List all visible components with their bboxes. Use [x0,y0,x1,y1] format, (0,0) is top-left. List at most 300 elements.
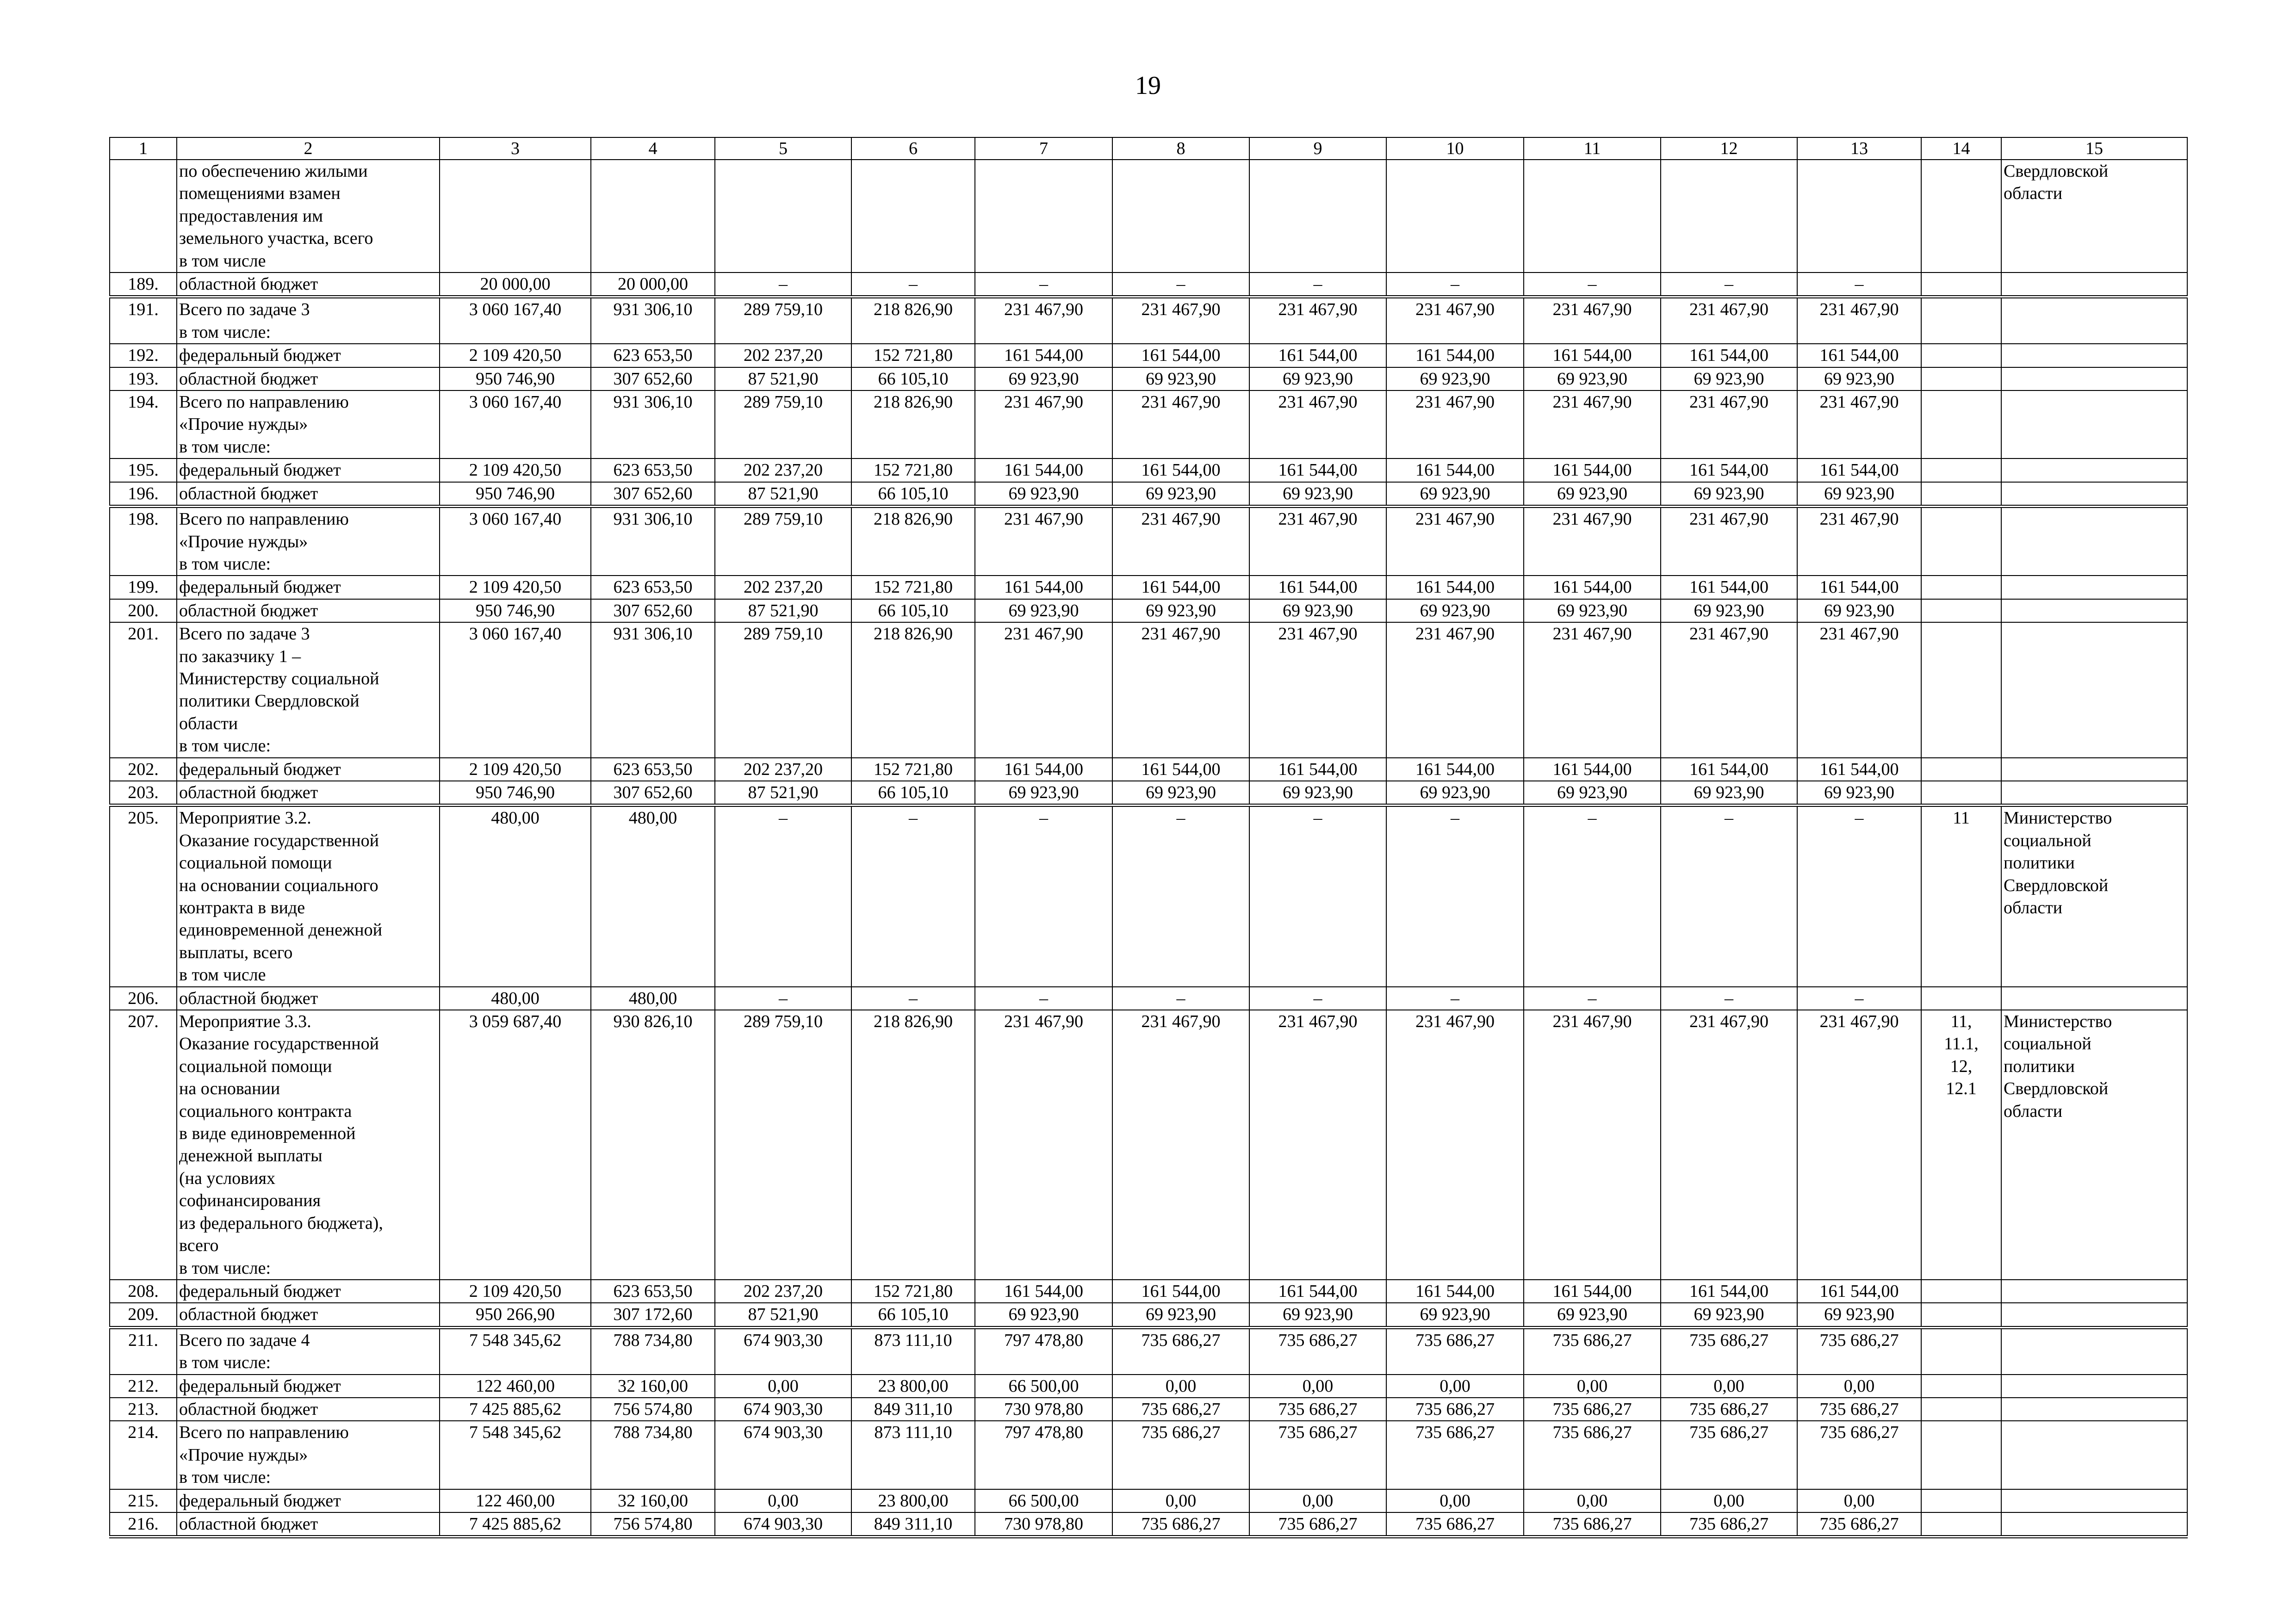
amount-cell: 231 467,90 [1524,390,1661,458]
row-number [110,160,177,273]
amount-cell: 231 467,90 [1249,622,1386,757]
amount-cell: 69 923,90 [1249,781,1386,805]
row-name: Всего по направлению «Прочие нужды» в том числе: [177,1421,440,1489]
amount-cell: 161 544,00 [1112,1280,1249,1303]
row-name: областной бюджет [177,1398,440,1421]
amount-cell: 307 652,60 [591,482,715,507]
amount-cell: 0,00 [1797,1375,1921,1398]
responsible-executor [2001,507,2187,576]
amount-cell: 289 759,10 [715,1010,851,1280]
target-indicator [1921,1327,2001,1374]
amount-cell: 69 923,90 [1797,599,1921,622]
amount-cell: 218 826,90 [851,1010,975,1280]
row-number: 211. [110,1327,177,1374]
amount-cell: 289 759,10 [715,297,851,344]
amount-cell: 218 826,90 [851,297,975,344]
amount-cell: 231 467,90 [975,622,1112,757]
amount-cell: 231 467,90 [1661,390,1797,458]
responsible-executor [2001,1375,2187,1398]
amount-cell: 7 425 885,62 [440,1398,591,1421]
amount-cell: – [851,273,975,297]
amount-cell: 161 544,00 [975,344,1112,367]
amount-cell: – [1524,273,1661,297]
amount-cell: 69 923,90 [1797,1303,1921,1327]
amount-cell [1112,160,1249,273]
amount-cell: 735 686,27 [1386,1421,1524,1489]
row-name: федеральный бюджет [177,458,440,482]
amount-cell: 231 467,90 [1524,622,1661,757]
table-row [110,1375,2187,1398]
column-header-6: 6 [851,137,975,160]
amount-cell: 161 544,00 [1249,458,1386,482]
responsible-executor [2001,367,2187,390]
row-number: 194. [110,390,177,458]
amount-cell: 87 521,90 [715,482,851,507]
amount-cell: 307 172,60 [591,1303,715,1327]
amount-cell: 7 548 345,62 [440,1421,591,1489]
amount-cell: 289 759,10 [715,507,851,576]
table-row [110,458,2187,482]
amount-cell: 231 467,90 [1797,622,1921,757]
amount-cell: 66 105,10 [851,1303,975,1327]
target-indicator [1921,1280,2001,1303]
amount-cell: 66 105,10 [851,367,975,390]
amount-cell: 735 686,27 [1661,1327,1797,1374]
amount-cell: 161 544,00 [1661,344,1797,367]
row-name: Всего по задаче 4 в том числе: [177,1327,440,1374]
amount-cell: 735 686,27 [1112,1512,1249,1537]
amount-cell: 161 544,00 [1249,758,1386,781]
amount-cell: – [715,987,851,1010]
amount-cell: 480,00 [591,987,715,1010]
amount-cell: 3 060 167,40 [440,297,591,344]
amount-cell: 735 686,27 [1797,1512,1921,1537]
amount-cell: 0,00 [1661,1489,1797,1512]
amount-cell: 161 544,00 [975,576,1112,599]
table-row [110,599,2187,622]
amount-cell: 69 923,90 [1386,367,1524,390]
amount-cell: 231 467,90 [1661,297,1797,344]
amount-cell: 674 903,30 [715,1421,851,1489]
amount-cell: 161 544,00 [1797,458,1921,482]
amount-cell: 161 544,00 [1112,758,1249,781]
amount-cell: – [1797,987,1921,1010]
target-indicator [1921,1375,2001,1398]
column-header-2: 2 [177,137,440,160]
amount-cell: 735 686,27 [1661,1421,1797,1489]
column-header-5: 5 [715,137,851,160]
amount-cell: – [851,805,975,987]
amount-cell: 152 721,80 [851,1280,975,1303]
amount-cell: 161 544,00 [975,758,1112,781]
table-row [110,344,2187,367]
amount-cell: 950 746,90 [440,482,591,507]
amount-cell: 161 544,00 [1249,344,1386,367]
amount-cell: 231 467,90 [1524,507,1661,576]
responsible-executor [2001,273,2187,297]
row-number: 198. [110,507,177,576]
amount-cell: 307 652,60 [591,599,715,622]
amount-cell: 735 686,27 [1524,1512,1661,1537]
target-indicator [1921,1421,2001,1489]
amount-cell: 152 721,80 [851,758,975,781]
amount-cell: 735 686,27 [1249,1512,1386,1537]
amount-cell: 231 467,90 [1249,507,1386,576]
amount-cell: 231 467,90 [1661,1010,1797,1280]
amount-cell: 69 923,90 [1661,599,1797,622]
amount-cell: – [1249,987,1386,1010]
row-name: Мероприятие 3.3. Оказание государственной социальной помощи на основании социального контракта в виде единовременной денежной выплаты (на условиях софинансирования из федерального бюджета), всего в том числе: [177,1010,440,1280]
amount-cell: 69 923,90 [1524,599,1661,622]
amount-cell: 0,00 [1386,1375,1524,1398]
amount-cell: – [1797,273,1921,297]
table-row [110,482,2187,507]
table-row [110,507,2187,576]
row-name: по обеспечению жилыми помещениями взамен предоставления им земельного участка, всего в том числе [177,160,440,273]
amount-cell: 20 000,00 [591,273,715,297]
responsible-executor: Свердловской области [2001,160,2187,273]
amount-cell: – [1112,805,1249,987]
responsible-executor [2001,1421,2187,1489]
amount-cell: 735 686,27 [1524,1327,1661,1374]
amount-cell: 931 306,10 [591,390,715,458]
row-name: федеральный бюджет [177,1489,440,1512]
amount-cell: 69 923,90 [1661,1303,1797,1327]
amount-cell: 161 544,00 [1386,344,1524,367]
amount-cell: – [1249,273,1386,297]
amount-cell: 161 544,00 [1249,1280,1386,1303]
amount-cell: 0,00 [1661,1375,1797,1398]
row-name: Всего по направлению «Прочие нужды» в том числе: [177,390,440,458]
row-name: областной бюджет [177,1512,440,1537]
amount-cell: 161 544,00 [1112,344,1249,367]
amount-cell: 735 686,27 [1386,1327,1524,1374]
amount-cell: 231 467,90 [1112,622,1249,757]
amount-cell: 69 923,90 [1249,482,1386,507]
amount-cell: 0,00 [1797,1489,1921,1512]
amount-cell: 674 903,30 [715,1327,851,1374]
amount-cell: 3 060 167,40 [440,390,591,458]
amount-cell: 161 544,00 [1386,758,1524,781]
amount-cell: 231 467,90 [975,390,1112,458]
amount-cell: 161 544,00 [1386,458,1524,482]
table-row [110,297,2187,344]
amount-cell: 87 521,90 [715,599,851,622]
amount-cell: 480,00 [591,805,715,987]
column-header-4: 4 [591,137,715,160]
amount-cell: 231 467,90 [1797,1010,1921,1280]
amount-cell: 152 721,80 [851,344,975,367]
amount-cell: 674 903,30 [715,1398,851,1421]
amount-cell: 289 759,10 [715,390,851,458]
target-indicator: 11 [1921,805,2001,987]
amount-cell: 69 923,90 [1112,599,1249,622]
row-name: областной бюджет [177,781,440,805]
amount-cell: 0,00 [1524,1489,1661,1512]
amount-cell: 231 467,90 [1386,390,1524,458]
target-indicator [1921,781,2001,805]
budget-table [109,137,2188,1538]
amount-cell: 0,00 [1249,1489,1386,1512]
table-row [110,1512,2187,1537]
amount-cell: 735 686,27 [1797,1421,1921,1489]
row-number: 203. [110,781,177,805]
amount-cell: 161 544,00 [975,1280,1112,1303]
amount-cell: 20 000,00 [440,273,591,297]
amount-cell: 122 460,00 [440,1375,591,1398]
amount-cell: 231 467,90 [975,507,1112,576]
column-header-10: 10 [1386,137,1524,160]
responsible-executor [2001,1512,2187,1537]
row-number: 216. [110,1512,177,1537]
amount-cell: 756 574,80 [591,1398,715,1421]
amount-cell: 218 826,90 [851,622,975,757]
amount-cell: 307 652,60 [591,367,715,390]
table-row [110,1421,2187,1489]
amount-cell: 231 467,90 [1112,1010,1249,1280]
row-number: 213. [110,1398,177,1421]
row-number: 202. [110,758,177,781]
row-name: федеральный бюджет [177,1280,440,1303]
amount-cell: 797 478,80 [975,1327,1112,1374]
row-number: 195. [110,458,177,482]
amount-cell: 849 311,10 [851,1512,975,1537]
amount-cell: 66 500,00 [975,1375,1112,1398]
amount-cell: 66 105,10 [851,599,975,622]
table-row [110,1327,2187,1374]
amount-cell: 849 311,10 [851,1398,975,1421]
target-indicator [1921,599,2001,622]
amount-cell: 231 467,90 [1797,297,1921,344]
target-indicator [1921,367,2001,390]
row-name: федеральный бюджет [177,1375,440,1398]
amount-cell: 161 544,00 [1797,576,1921,599]
amount-cell: 735 686,27 [1112,1327,1249,1374]
amount-cell: 161 544,00 [1661,1280,1797,1303]
amount-cell: 66 105,10 [851,482,975,507]
target-indicator [1921,576,2001,599]
table-row [110,273,2187,297]
amount-cell: 735 686,27 [1524,1421,1661,1489]
amount-cell: 161 544,00 [1524,758,1661,781]
table-row [110,805,2187,987]
amount-cell: – [975,987,1112,1010]
responsible-executor [2001,1280,2187,1303]
amount-cell: 161 544,00 [975,458,1112,482]
target-indicator [1921,1512,2001,1537]
responsible-executor [2001,781,2187,805]
row-number: 209. [110,1303,177,1327]
amount-cell: 480,00 [440,805,591,987]
amount-cell: 161 544,00 [1112,458,1249,482]
row-name: Всего по задаче 3 в том числе: [177,297,440,344]
row-name: Мероприятие 3.2. Оказание государственной социальной помощи на основании социального контракта в виде единовременной денежной выплаты, всего в том числе [177,805,440,987]
amount-cell: 202 237,20 [715,758,851,781]
amount-cell: 69 923,90 [1661,781,1797,805]
amount-cell: 32 160,00 [591,1375,715,1398]
amount-cell: 3 060 167,40 [440,507,591,576]
responsible-executor [2001,576,2187,599]
row-number: 199. [110,576,177,599]
amount-cell [1661,160,1797,273]
responsible-executor [2001,1398,2187,1421]
amount-cell: 69 923,90 [1249,599,1386,622]
amount-cell: 152 721,80 [851,576,975,599]
responsible-executor [2001,458,2187,482]
amount-cell: 735 686,27 [1112,1398,1249,1421]
amount-cell: 69 923,90 [1661,367,1797,390]
row-name: областной бюджет [177,367,440,390]
table-row [110,781,2187,805]
responsible-executor [2001,599,2187,622]
responsible-executor [2001,1327,2187,1374]
amount-cell: – [1112,273,1249,297]
table-body [110,137,2187,1537]
row-number: 205. [110,805,177,987]
amount-cell: – [851,987,975,1010]
target-indicator [1921,987,2001,1010]
amount-cell: 2 109 420,50 [440,458,591,482]
amount-cell: 735 686,27 [1249,1398,1386,1421]
amount-cell: – [1661,987,1797,1010]
column-header-14: 14 [1921,137,2001,160]
amount-cell: 161 544,00 [1797,1280,1921,1303]
amount-cell: 69 923,90 [1386,1303,1524,1327]
amount-cell: – [1249,805,1386,987]
amount-cell: 623 653,50 [591,758,715,781]
target-indicator [1921,390,2001,458]
amount-cell: 87 521,90 [715,781,851,805]
amount-cell: 231 467,90 [1524,297,1661,344]
amount-cell: 231 467,90 [1797,390,1921,458]
responsible-executor [2001,622,2187,757]
amount-cell: 69 923,90 [1112,482,1249,507]
amount-cell: 623 653,50 [591,458,715,482]
amount-cell [1797,160,1921,273]
target-indicator [1921,1489,2001,1512]
amount-cell: 480,00 [440,987,591,1010]
amount-cell [1249,160,1386,273]
target-indicator [1921,344,2001,367]
column-header-3: 3 [440,137,591,160]
row-number: 191. [110,297,177,344]
amount-cell: 69 923,90 [975,781,1112,805]
amount-cell: 674 903,30 [715,1512,851,1537]
amount-cell: 735 686,27 [1112,1421,1249,1489]
amount-cell: 152 721,80 [851,458,975,482]
row-number: 193. [110,367,177,390]
responsible-executor [2001,1489,2187,1512]
target-indicator [1921,1303,2001,1327]
amount-cell: 931 306,10 [591,297,715,344]
amount-cell: 623 653,50 [591,1280,715,1303]
responsible-executor [2001,1303,2187,1327]
amount-cell: 66 500,00 [975,1489,1112,1512]
column-header-8: 8 [1112,137,1249,160]
amount-cell: 873 111,10 [851,1327,975,1374]
amount-cell: 161 544,00 [1112,576,1249,599]
amount-cell: 730 978,80 [975,1512,1112,1537]
amount-cell: 873 111,10 [851,1421,975,1489]
table-row [110,367,2187,390]
amount-cell: 69 923,90 [1524,482,1661,507]
row-number: 215. [110,1489,177,1512]
row-name: областной бюджет [177,1303,440,1327]
amount-cell: 161 544,00 [1524,458,1661,482]
amount-cell: 218 826,90 [851,507,975,576]
amount-cell: 69 923,90 [1797,482,1921,507]
amount-cell: 3 060 167,40 [440,622,591,757]
amount-cell: 0,00 [1386,1489,1524,1512]
amount-cell: – [1797,805,1921,987]
amount-cell: 788 734,80 [591,1421,715,1489]
amount-cell: 2 109 420,50 [440,576,591,599]
column-header-7: 7 [975,137,1112,160]
amount-cell: – [1386,987,1524,1010]
column-header-13: 13 [1797,137,1921,160]
amount-cell: 69 923,90 [1112,781,1249,805]
amount-cell: 735 686,27 [1524,1398,1661,1421]
column-header-11: 11 [1524,137,1661,160]
amount-cell: 161 544,00 [1386,576,1524,599]
amount-cell: 66 105,10 [851,781,975,805]
amount-cell [715,160,851,273]
amount-cell: 231 467,90 [975,1010,1112,1280]
table-row [110,987,2187,1010]
amount-cell: 3 059 687,40 [440,1010,591,1280]
amount-cell: – [1661,805,1797,987]
amount-cell: 7 425 885,62 [440,1512,591,1537]
amount-cell [440,160,591,273]
amount-cell: 23 800,00 [851,1375,975,1398]
amount-cell: 231 467,90 [1524,1010,1661,1280]
amount-cell: – [975,273,1112,297]
target-indicator [1921,273,2001,297]
amount-cell: 231 467,90 [1386,507,1524,576]
table-row [110,1280,2187,1303]
amount-cell: 161 544,00 [1386,1280,1524,1303]
amount-cell: 161 544,00 [1797,758,1921,781]
amount-cell: – [975,805,1112,987]
amount-cell: – [1524,987,1661,1010]
amount-cell: 202 237,20 [715,344,851,367]
amount-cell: – [1386,273,1524,297]
amount-cell: 735 686,27 [1249,1327,1386,1374]
amount-cell: – [1661,273,1797,297]
target-indicator [1921,482,2001,507]
amount-cell: 161 544,00 [1797,344,1921,367]
row-number: 201. [110,622,177,757]
row-number: 206. [110,987,177,1010]
amount-cell: 161 544,00 [1661,576,1797,599]
amount-cell: 950 746,90 [440,599,591,622]
amount-cell: 623 653,50 [591,576,715,599]
column-header-12: 12 [1661,137,1797,160]
amount-cell: 735 686,27 [1386,1512,1524,1537]
target-indicator [1921,622,2001,757]
amount-cell: 69 923,90 [1386,482,1524,507]
amount-cell: 231 467,90 [975,297,1112,344]
row-number: 207. [110,1010,177,1280]
amount-cell: – [715,273,851,297]
amount-cell: 231 467,90 [1112,507,1249,576]
amount-cell: 735 686,27 [1661,1398,1797,1421]
amount-cell: 307 652,60 [591,781,715,805]
responsible-executor [2001,344,2187,367]
amount-cell: 69 923,90 [975,1303,1112,1327]
amount-cell: 931 306,10 [591,507,715,576]
amount-cell: 69 923,90 [1661,482,1797,507]
